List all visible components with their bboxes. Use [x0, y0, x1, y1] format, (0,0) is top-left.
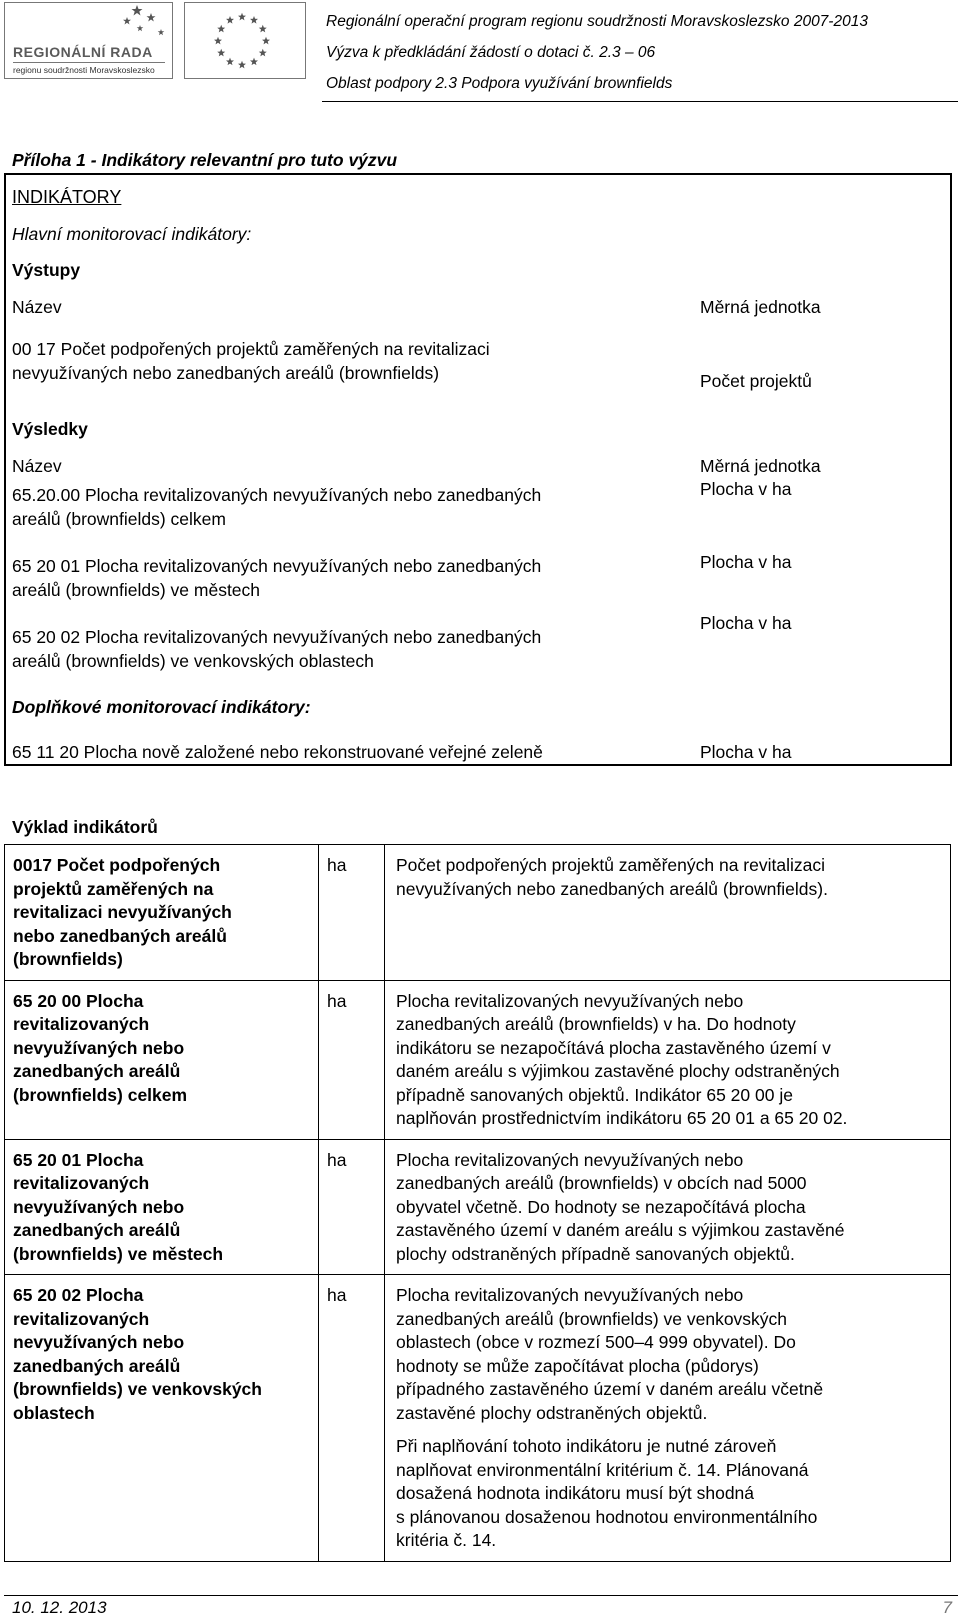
indicator-name-line: projektů zaměřených na	[13, 878, 214, 899]
annex-title: Příloha 1 - Indikátory relevantní pro tuto výzvu	[12, 150, 398, 170]
indicator-name-line: revitalizovaných	[13, 1173, 150, 1193]
description-note-line: dosažená hodnota indikátoru musí být shodná	[396, 1483, 755, 1503]
supplementary-651120-name: 65 11 20 Plocha nově založené nebo rekonstruované veřejné zeleně	[12, 742, 543, 762]
description-note-line: s plánovanou dosaženou hodnotou environmentálního	[396, 1506, 818, 1527]
explanation-indicator-name	[5, 980, 319, 1139]
eu-star-icon	[238, 13, 246, 21]
logo-rr-title: REGIONÁLNÍ RADA	[13, 44, 153, 60]
indicator-name-line: nevyužívaných nebo	[13, 1196, 185, 1217]
explanation-indicator-name	[5, 845, 319, 981]
outputs-heading: Výstupy	[12, 260, 81, 280]
supplementary-651120-unit: Plocha v ha	[700, 742, 792, 762]
indicator-name-line: revitalizovaných	[13, 1308, 150, 1329]
output-0017-line1: 00 17 Počet podpořených projektů zaměřených na revitalizaci	[12, 339, 490, 359]
stars-icon	[111, 3, 171, 43]
result-652002-line1: 65 20 02 Plocha revitalizovaných nevyužívaných nebo zanedbaných	[12, 627, 542, 647]
eu-star-icon	[259, 49, 267, 57]
description-line: Plocha revitalizovaných nevyužívaných nebo	[396, 990, 744, 1011]
eu-star-icon	[226, 58, 234, 66]
header-program-line: Regionální operační program regionu soudržnosti Moravskoslezsko 2007-2013	[326, 13, 868, 30]
eu-logo	[184, 2, 306, 79]
description-line: hodnoty se může započítávat plocha (půdorys)	[396, 1355, 759, 1376]
indicator-name-line: zanedbaných areálů	[13, 1355, 181, 1376]
explanation-unit: ha	[319, 980, 385, 1139]
description-line: Plocha revitalizovaných nevyužívaných nebo	[396, 1285, 744, 1305]
result-652000-line1: 65.20.00 Plocha revitalizovaných nevyužívaných nebo zanedbaných	[12, 485, 542, 505]
eu-stars-icon	[207, 8, 277, 74]
result-652001-line2: areálů (brownfields) ve městech	[12, 580, 261, 600]
result-652001-unit: Plocha v ha	[700, 552, 792, 572]
eu-star-icon	[250, 58, 258, 66]
explanation-unit: ha	[319, 1139, 385, 1275]
page-number: 7	[942, 1598, 952, 1617]
description-line: zastavěné plochy odstraněných objektů.	[396, 1402, 708, 1423]
explanation-description	[385, 845, 951, 981]
logo-rr-subtitle: regionu soudržnosti Moravskoslezsko	[13, 65, 155, 75]
indicator-name-line: nevyužívaných nebo	[13, 1037, 185, 1058]
explanation-row	[5, 1275, 951, 1562]
indicator-name-line: (brownfields) celkem	[13, 1084, 188, 1105]
indicator-name-line: (brownfields) ve městech	[13, 1243, 224, 1264]
description-line: zanedbaných areálů (brownfields) v ha. Do hodnoty	[396, 1014, 796, 1034]
eu-star-icon	[259, 25, 267, 33]
eu-star-icon	[238, 61, 246, 69]
indicator-name-line: zanedbaných areálů	[13, 1061, 181, 1081]
indicators-heading: INDIKÁTORY	[12, 187, 122, 207]
explanation-row	[5, 845, 951, 981]
description-line: případně sanovaných objektů. Indikátor 65 20 00 je	[396, 1084, 793, 1105]
eu-star-icon	[214, 37, 222, 45]
outputs-unit-col: Měrná jednotka	[700, 297, 821, 317]
indicator-name-line: nevyužívaných nebo	[13, 1332, 185, 1352]
explanation-description	[385, 1139, 951, 1275]
description-line: Plocha revitalizovaných nevyužívaných nebo	[396, 1149, 744, 1170]
description-line: případného zastavěného území v daném areálu včetně	[396, 1379, 824, 1399]
indicator-name-line: 65 20 02 Plocha	[13, 1285, 144, 1305]
header-area-line: Oblast podpory 2.3 Podpora využívání brownfields	[326, 75, 673, 92]
description-note-line: naplňovat environmentální kritérium č. 14. Plánovaná	[396, 1459, 809, 1480]
description-line: Počet podpořených projektů zaměřených na revitalizaci	[396, 855, 825, 875]
description-note-line: kritéria č. 14.	[396, 1530, 497, 1550]
output-0017-line2: nevyužívaných nebo zanedbaných areálů (brownfields)	[12, 363, 440, 383]
indicator-name-line: 65 20 01 Plocha	[13, 1149, 144, 1170]
indicator-name-line: zanedbaných areálů	[13, 1220, 181, 1240]
main-indicators-heading: Hlavní monitorovací indikátory:	[12, 224, 252, 244]
supplementary-heading: Doplňkové monitorovací indikátory:	[12, 697, 311, 717]
results-name-col: Název	[12, 456, 62, 476]
indicator-name-line: (brownfields) ve venkovských	[13, 1379, 262, 1399]
description-note-line: Při naplňování tohoto indikátoru je nutné zároveň	[396, 1436, 777, 1456]
results-unit-col: Měrná jednotka	[700, 456, 821, 476]
explanation-row	[5, 1139, 951, 1275]
explanation-row	[5, 980, 951, 1139]
header-call-line: Výzva k předkládání žádostí o dotaci č. 2.3 – 06	[326, 44, 656, 61]
description-line: oblastech (obce v rozmezí 500–4 999 obyvatel). Do	[396, 1332, 796, 1352]
output-0017-unit: Počet projektů	[700, 371, 812, 391]
eu-star-icon	[262, 37, 270, 45]
explanation-unit: ha	[319, 845, 385, 981]
explanation-table	[4, 844, 951, 1562]
explanation-heading: Výklad indikátorů	[12, 817, 158, 837]
indicator-name-line: nebo zanedbaných areálů	[13, 925, 227, 946]
explanation-indicator-name	[5, 1275, 319, 1562]
footer-date: 10. 12. 2013	[12, 1598, 107, 1617]
indicator-name-line: revitalizaci nevyužívaných	[13, 902, 232, 922]
description-line: indikátoru se nezapočítává plocha zastavěného území v	[396, 1037, 831, 1058]
eu-star-icon	[217, 49, 225, 57]
header-rule	[322, 101, 958, 102]
footer-rule	[4, 1595, 958, 1596]
explanation-indicator-name	[5, 1139, 319, 1275]
description-line: zastavěného území v daném areálu s výjimkou zastavěné	[396, 1220, 845, 1240]
result-652002-line2: areálů (brownfields) ve venkovských oblastech	[12, 651, 374, 671]
regionalni-rada-logo	[4, 2, 173, 79]
description-line: zanedbaných areálů (brownfields) ve venkovských	[396, 1308, 788, 1329]
result-652002-unit: Plocha v ha	[700, 613, 792, 633]
explanation-description	[385, 980, 951, 1139]
eu-star-icon	[250, 16, 258, 24]
result-652001-line1: 65 20 01 Plocha revitalizovaných nevyužívaných nebo zanedbaných	[12, 556, 542, 576]
description-note	[396, 1435, 944, 1553]
description-line: zanedbaných areálů (brownfields) v obcích nad 5000	[396, 1173, 807, 1193]
eu-star-icon	[226, 16, 234, 24]
results-heading: Výsledky	[12, 419, 88, 439]
description-line: naplňován prostřednictvím indikátoru 65 20 01 a 65 20 02.	[396, 1108, 848, 1128]
eu-star-icon	[217, 25, 225, 33]
description-line: daném areálu s výjimkou zastavěné plochy odstraněných	[396, 1061, 840, 1081]
description-line: nevyužívaných nebo zanedbaných areálů (brownfields).	[396, 878, 828, 899]
description-line: obyvatel včetně. Do hodnoty se nezapočítává plocha	[396, 1196, 806, 1217]
result-652000-line2: areálů (brownfields) celkem	[12, 509, 226, 529]
description-line: plochy odstraněných případně sanovaných objektů.	[396, 1243, 795, 1264]
indicator-name-line: (brownfields)	[13, 949, 123, 969]
explanation-unit: ha	[319, 1275, 385, 1562]
logo-divider	[13, 62, 165, 63]
outputs-name-col: Název	[12, 297, 62, 317]
indicator-name-line: revitalizovaných	[13, 1014, 150, 1034]
explanation-description	[385, 1275, 951, 1562]
result-652000-unit: Plocha v ha	[700, 479, 792, 499]
indicator-name-line: 65 20 00 Plocha	[13, 990, 144, 1011]
indicator-name-line: 0017 Počet podpořených	[13, 855, 221, 875]
indicator-name-line: oblastech	[13, 1402, 95, 1423]
